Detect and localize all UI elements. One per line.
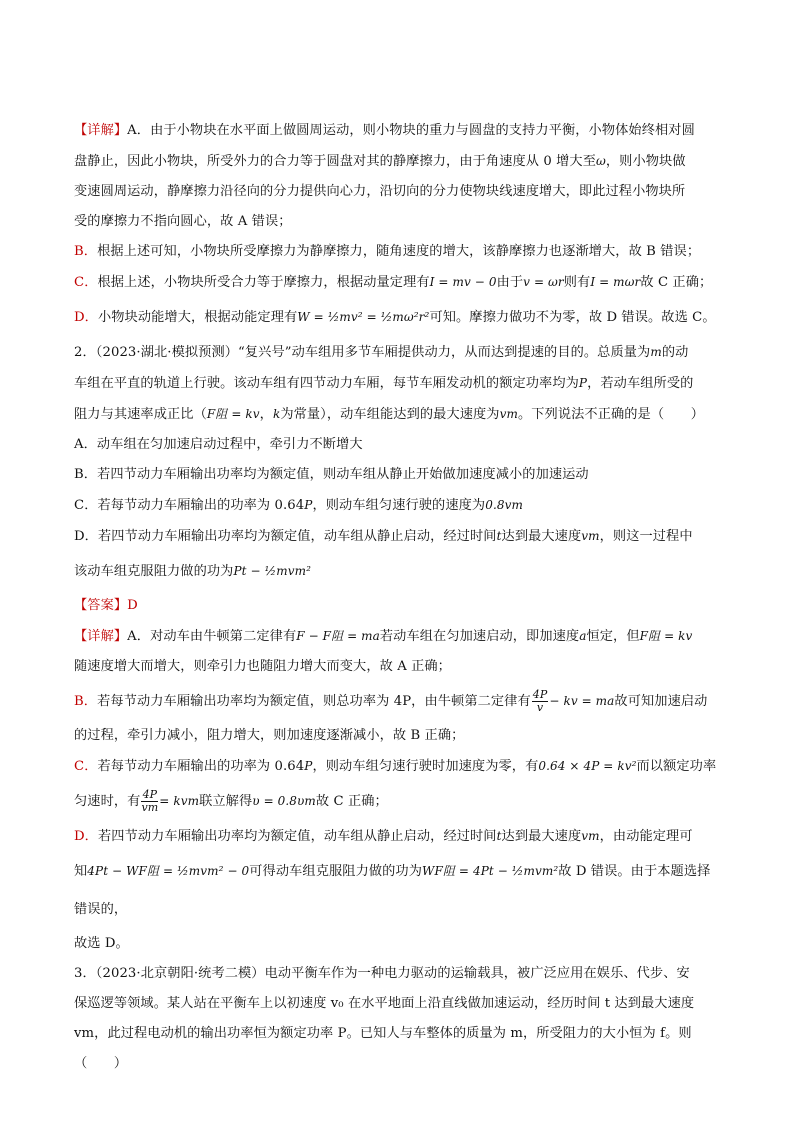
question-3-line-3: vm，此过程电动机的输出功率恒为额定功率 P。已知人与车整体的质量为 m，所受阻力的大小恒为 f。则 bbox=[74, 1026, 692, 1041]
question-2-option-c: C．若每节动力车厢输出的功率为 0.64P，则动车组匀速行驶的速度为0.8vm bbox=[74, 498, 523, 513]
question-2-option-d-line-1: D．若四节动力车厢输出功率均为额定值，动车组从静止启动，经过时间t达到最大速度vm，则这一过程中 bbox=[74, 529, 693, 544]
explanation-2-conclusion: 故选 D。 bbox=[74, 936, 129, 951]
explanation-1-line-4: 受的摩擦力不指向圆心，故 A 错误； bbox=[74, 214, 292, 229]
explanation-2-option-b-line-2: 的过程，牵引力减小，阻力增大，则加速度逐渐减小，故 B 正确； bbox=[74, 728, 465, 743]
question-2-option-a: A．动车组在匀加速启动过程中，牵引力不断增大 bbox=[74, 437, 363, 452]
question-2-option-b: B．若四节动力车厢输出功率均为额定值，则动车组从静止开始做加速度减小的加速运动 bbox=[74, 467, 589, 482]
question-2-line-1: 2．（2023·湖北·模拟预测）“复兴号”动车组用多节车厢提供动力，从而达到提速的目的。总质量为m的动 bbox=[74, 345, 689, 360]
explanation-1-line-1: 【详解】A．由于小物块在水平面上做圆周运动，则小物块的重力与圆盘的支持力平衡，小物体始终相对圆 bbox=[74, 123, 695, 138]
explanation-1-line-2: 盘静止，因此小物块，所受外力的合力等于圆盘对其的静摩擦力，由于角速度从 0 增大至ω，则小物块做 bbox=[74, 154, 686, 169]
question-3-line-1: 3．（2023·北京朝阳·统考二模）电动平衡车作为一种电力驱动的运输载具，被广泛应用在娱乐、代步、安 bbox=[74, 966, 690, 981]
explanation-2-line-1: 【详解】A．对动车由牛顿第二定律有F − F阻 = ma若动车组在匀加速启动，即加速度a恒定，但F阻 = kv bbox=[74, 629, 693, 644]
question-2-line-2: 车组在平直的轨道上行驶。该动车组有四节动力车厢，每节车厢发动机的额定功率均为P，若动车组所受的 bbox=[74, 376, 694, 391]
answer-line: 【答案】D bbox=[74, 598, 138, 613]
explanation-1-line-3: 变速圆周运动，静摩擦力沿径向的分力提供向心力，沿切向的分力使物块线速度增大，即此过程小物块所 bbox=[74, 184, 686, 199]
explanation-2-line-2: 随速度增大而增大，则牵引力也随阻力增大而变大，故 A 正确； bbox=[74, 659, 451, 674]
explanation-1-option-d: D．小物块动能增大，根据动能定理有W = ½mv² = ½mω²r²可知。摩擦力做功不为零，故 D 错误。故选 C。 bbox=[74, 310, 716, 325]
explanation-2-option-d: D．若四节动力车厢输出功率均为额定值，动车组从静止启动，经过时间t达到最大速度vm，由动能定理可 bbox=[74, 829, 693, 844]
question-2-line-3: 阻力与其速率成正比（F阻 = kv，k为常量），动车组能达到的最大速度为vm。下列说法不正确的是（ ） bbox=[74, 407, 704, 422]
fraction-4p-over-vm: $\frac{4P}{vm}$ bbox=[141, 788, 159, 814]
explanation-1-option-b: B．根据上述可知，小物块所受摩擦力为静摩擦力，随角速度的增大，该静摩擦力也逐渐增大，故 B 错误； bbox=[74, 244, 701, 259]
question-3-line-4: （ ） bbox=[74, 1056, 128, 1071]
explanation-2-option-d-line-2: 知4Pt − WF阻 = ½mvm² − 0可得动车组克服阻力做的功为WF阻 = 4Pt − ½mvm²故 D 错误。由于本题选择错误的， bbox=[74, 864, 711, 917]
explanation-2-option-b: B．若每节动力车厢输出功率均为额定值，则总功率为 4P，由牛顿第二定律有 $\frac{4P}{v}$ − kv = ma故可知加速启动 bbox=[74, 688, 708, 714]
explanation-1-option-c: C．根据上述，小物块所受合力等于摩擦力，根据动量定理有I = mv − 0由于v = ωr则有I = mωr故 C 正确； bbox=[74, 275, 713, 290]
question-3-line-2: 保巡逻等领域。某人站在平衡车上以初速度 v₀ 在水平地面上沿直线做加速运动，经历时间 t 达到最大速度 bbox=[74, 996, 695, 1011]
question-2-option-d-line-2: 该动车组克服阻力做的功为Pt − ½mvm² bbox=[74, 564, 312, 579]
explanation-2-option-c: C．若每节动力车厢输出的功率为 0.64P，则动车组匀速行驶时加速度为零，有0.64 × 4P = kv²而以额定功率 bbox=[74, 759, 717, 774]
explanation-2-option-c-line-2: 匀速时，有 $\frac{4P}{vm}$ = kvm联立解得υ = 0.8υm故 C 正确； bbox=[74, 788, 388, 814]
document-body bbox=[74, 116, 722, 1079]
fraction-4p-over-v: $\frac{4P}{v}$ bbox=[532, 688, 548, 714]
explanation-tag: 【详解】 bbox=[74, 123, 128, 138]
